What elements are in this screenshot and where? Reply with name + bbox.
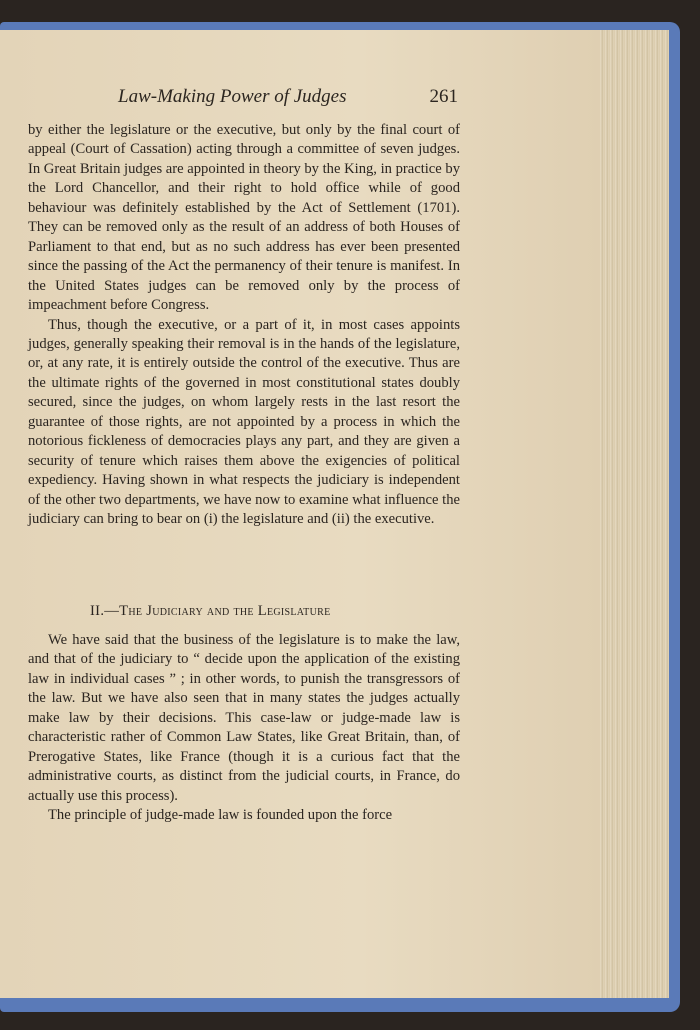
- page-edges: [598, 30, 669, 998]
- page-header: [30, 86, 460, 112]
- paragraph: We have said that the business of the legislature is to make the law, and that of the judiciary to “ decide upon the application of the existing law in individual cases ” ; in other words, to punish the transgressors of the law. But we have also seen that in many states the judges actually make law by their decisions. This case-law or judge-made law is characteristic rather of Common Law States, like Great Britain, than, of Prerogative States, like France (though it is a curious fact that the administrative courts, as distinct from the judicial courts, in France, do actually use this process).: [28, 632, 460, 804]
- body-text-bottom: [28, 631, 460, 826]
- paragraph: The principle of judge-made law is founded upon the force: [48, 807, 393, 824]
- running-title: Law-Making Power of Judges: [118, 86, 347, 107]
- section-title: The Judiciary and the Legislature: [119, 603, 331, 619]
- section-heading: [90, 603, 331, 620]
- body-text-top: [28, 121, 460, 530]
- page-number: 261: [429, 86, 458, 107]
- paragraph: Thus, though the executive, or a part of it, in most cases appoints judges, generally speaking their removal is in the hands of the legislature, or, at any rate, it is entirely outside the control of the executive. Thus are the ultimate rights of the governed in most constitutional states doubly secured, since the judges, on whom largely rests in the last resort the guarantee of those rights, are not appointed by a process in which the notorious fickleness of democracies plays any part, and they are given a security of tenure which raises them above the exigencies of political expediency. Having shown in what respects the judiciary is independent of the other two departments, we have now to examine what influence the judiciary can bring to bear on (i) the legislature and (ii) the executive.: [28, 316, 460, 528]
- section-number: II.—: [90, 603, 120, 619]
- paragraph: by either the legislature or the executive, but only by the final court of appeal (Court of Cassation) acting through a committee of seven judges. In Great Britain judges are appointed in theory by the King, in practice by the Lord Chancellor, and their right to hold office while of good behaviour was definitely established by the Act of Settlement (1701). They can be removed only as the result of an address of both Houses of Parliament to that end, but as no such address has ever been presented since the passing of the Act the permanency of their tenure is manifest. In the United States judges can be removed only by the process of impeachment before Congress.: [28, 122, 461, 314]
